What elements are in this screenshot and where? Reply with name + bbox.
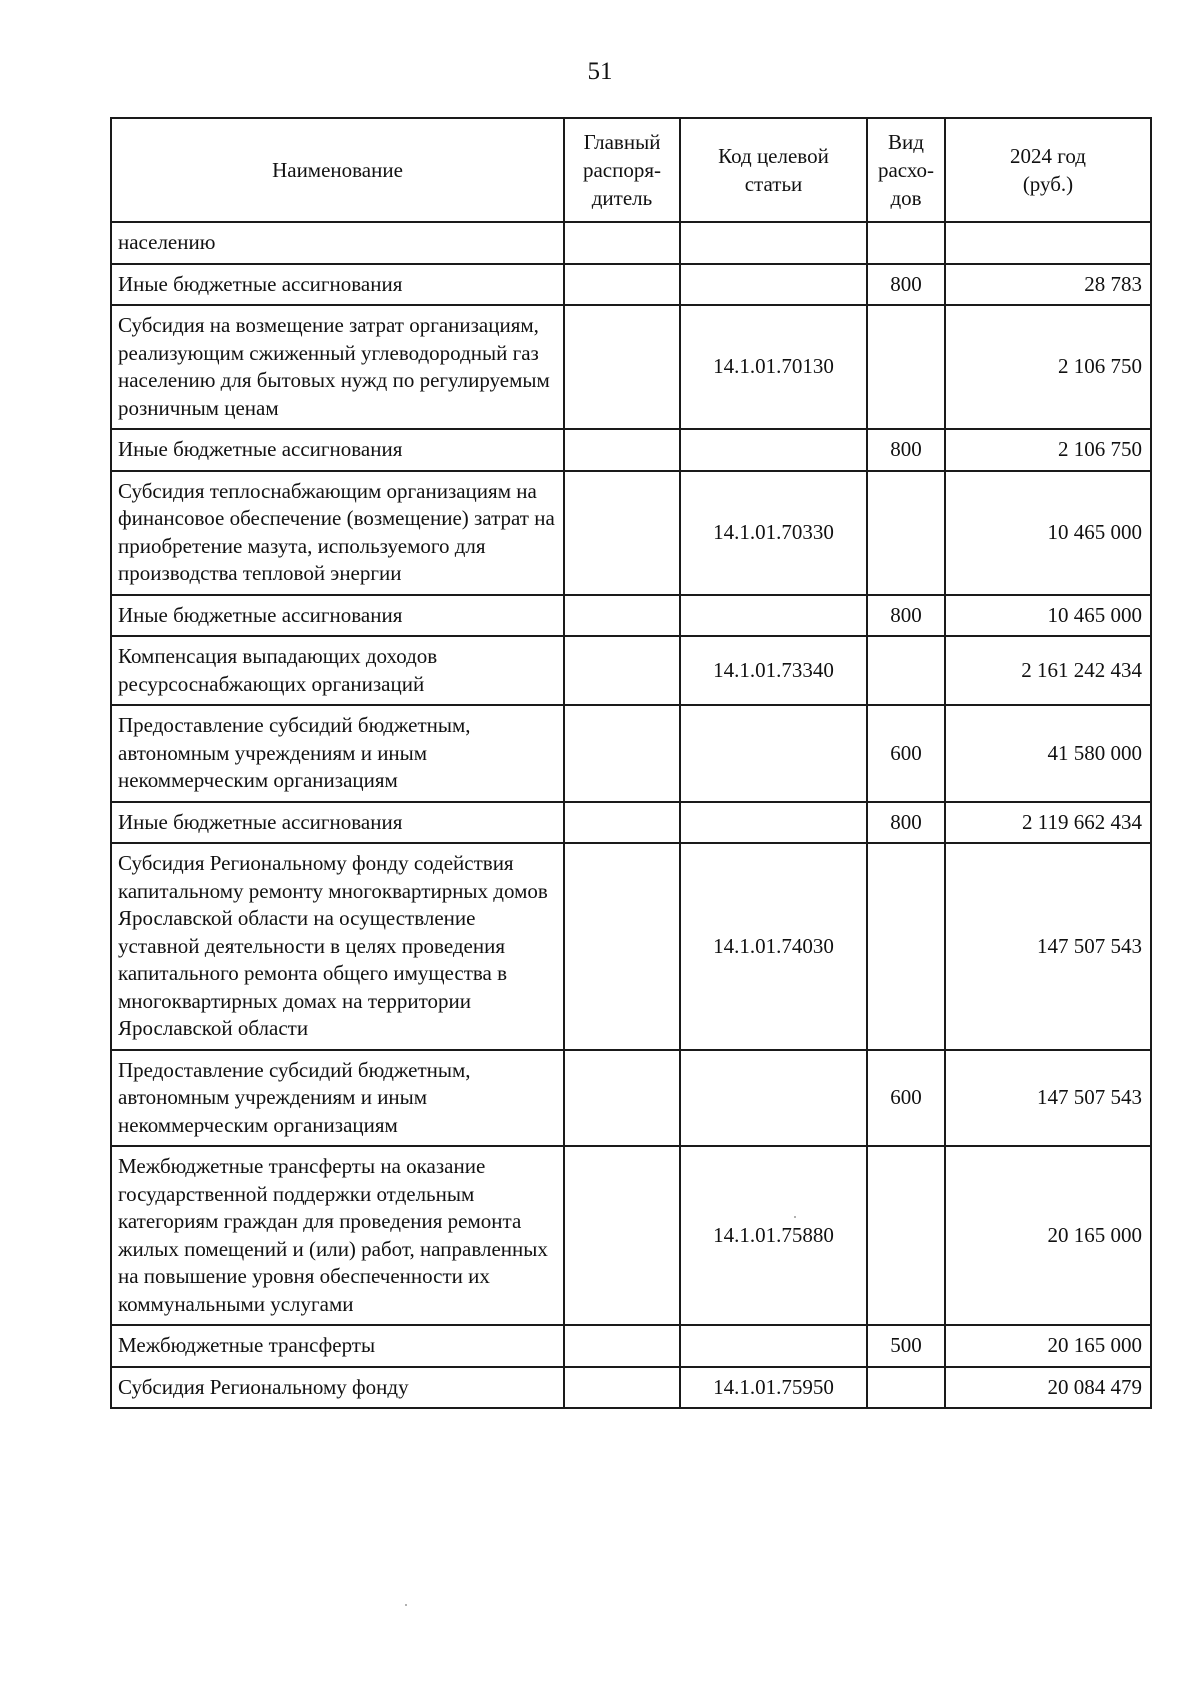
row-name-cell: населению	[111, 222, 564, 264]
row-amount-cell: 147 507 543	[945, 1050, 1151, 1147]
row-code-cell	[680, 1325, 867, 1367]
row-manager-cell	[564, 705, 680, 802]
table-row	[111, 305, 1151, 429]
table-row	[111, 636, 1151, 705]
row-code-cell: 14.1.01.70130	[680, 305, 867, 429]
row-kind-cell: 800	[867, 595, 945, 637]
row-amount-cell: 2 119 662 434	[945, 802, 1151, 844]
row-name-cell: Субсидия Региональному фонду	[111, 1367, 564, 1409]
row-manager-cell	[564, 1050, 680, 1147]
row-name-cell: Предоставление субсидий бюджетным, автономным учреждениям и иным некоммерческим организациям	[111, 1050, 564, 1147]
table-row	[111, 595, 1151, 637]
row-name-cell: Иные бюджетные ассигнования	[111, 429, 564, 471]
row-kind-cell: 600	[867, 705, 945, 802]
row-manager-cell	[564, 264, 680, 306]
row-code-cell: 14.1.01.74030	[680, 843, 867, 1050]
row-code-cell: 14.1.01.70330	[680, 471, 867, 595]
scan-speck	[794, 1216, 796, 1218]
row-kind-cell: 500	[867, 1325, 945, 1367]
row-code-cell	[680, 429, 867, 471]
row-manager-cell	[564, 843, 680, 1050]
table-header-row	[111, 118, 1151, 222]
table-row	[111, 429, 1151, 471]
row-kind-cell	[867, 1146, 945, 1325]
row-manager-cell	[564, 222, 680, 264]
row-kind-cell: 800	[867, 429, 945, 471]
row-amount-cell: 10 465 000	[945, 595, 1151, 637]
row-amount-cell: 147 507 543	[945, 843, 1151, 1050]
row-manager-cell	[564, 802, 680, 844]
scan-speck	[405, 1604, 407, 1606]
table-row	[111, 1050, 1151, 1147]
row-manager-cell	[564, 1146, 680, 1325]
row-amount-cell: 20 084 479	[945, 1367, 1151, 1409]
row-name-cell: Межбюджетные трансферты на оказание государственной поддержки отдельным категориям граждан для проведения ремонта жилых помещений и (или) работ, направленных на повышение уровня обеспеченности их коммунальными услугами	[111, 1146, 564, 1325]
row-name-cell: Предоставление субсидий бюджетным, автономным учреждениям и иным некоммерческим организациям	[111, 705, 564, 802]
table-row	[111, 705, 1151, 802]
row-kind-cell: 800	[867, 264, 945, 306]
row-kind-cell	[867, 222, 945, 264]
row-amount-cell: 10 465 000	[945, 471, 1151, 595]
row-amount-cell: 2 106 750	[945, 305, 1151, 429]
table-body	[111, 222, 1151, 1408]
table-row	[111, 1325, 1151, 1367]
row-code-cell: 14.1.01.73340	[680, 636, 867, 705]
row-amount-cell: 2 161 242 434	[945, 636, 1151, 705]
header-expense-type: Вид расхо- дов	[867, 118, 945, 222]
row-manager-cell	[564, 305, 680, 429]
row-manager-cell	[564, 636, 680, 705]
row-name-cell: Компенсация выпадающих доходов ресурсоснабжающих организаций	[111, 636, 564, 705]
row-manager-cell	[564, 1325, 680, 1367]
row-kind-cell: 600	[867, 1050, 945, 1147]
row-manager-cell	[564, 595, 680, 637]
row-kind-cell	[867, 1367, 945, 1409]
row-manager-cell	[564, 429, 680, 471]
row-kind-cell	[867, 636, 945, 705]
row-amount-cell: 41 580 000	[945, 705, 1151, 802]
row-manager-cell	[564, 1367, 680, 1409]
header-target-code: Код целевой статьи	[680, 118, 867, 222]
row-amount-cell: 2 106 750	[945, 429, 1151, 471]
row-manager-cell	[564, 471, 680, 595]
table-row	[111, 1367, 1151, 1409]
row-amount-cell: 28 783	[945, 264, 1151, 306]
table-row	[111, 264, 1151, 306]
budget-table	[110, 117, 1152, 1409]
row-code-cell	[680, 705, 867, 802]
row-name-cell: Иные бюджетные ассигнования	[111, 264, 564, 306]
row-amount-cell: 20 165 000	[945, 1325, 1151, 1367]
row-amount-cell	[945, 222, 1151, 264]
row-amount-cell: 20 165 000	[945, 1146, 1151, 1325]
header-amount: 2024 год (руб.)	[945, 118, 1151, 222]
row-code-cell	[680, 264, 867, 306]
row-kind-cell	[867, 843, 945, 1050]
row-code-cell: 14.1.01.75880	[680, 1146, 867, 1325]
table-row	[111, 222, 1151, 264]
row-name-cell: Субсидия теплоснабжающим организациям на финансовое обеспечение (возмещение) затрат на приобретение мазута, используемого для производства тепловой энергии	[111, 471, 564, 595]
row-code-cell	[680, 802, 867, 844]
table-row	[111, 471, 1151, 595]
row-name-cell: Иные бюджетные ассигнования	[111, 595, 564, 637]
row-code-cell	[680, 1050, 867, 1147]
row-code-cell	[680, 595, 867, 637]
row-kind-cell: 800	[867, 802, 945, 844]
row-kind-cell	[867, 471, 945, 595]
row-code-cell	[680, 222, 867, 264]
row-name-cell: Межбюджетные трансферты	[111, 1325, 564, 1367]
row-name-cell: Субсидия Региональному фонду содействия капитальному ремонту многоквартирных домов Ярославской области на осуществление уставной деятельности в целях проведения капитального ремонта общего имущества в многоквартирных домах на территории Ярославской области	[111, 843, 564, 1050]
row-name-cell: Иные бюджетные ассигнования	[111, 802, 564, 844]
header-main-manager: Главный распоря- дитель	[564, 118, 680, 222]
row-code-cell: 14.1.01.75950	[680, 1367, 867, 1409]
row-kind-cell	[867, 305, 945, 429]
row-name-cell: Субсидия на возмещение затрат организациям, реализующим сжиженный углеводородный газ населению для бытовых нужд по регулируемым розничным ценам	[111, 305, 564, 429]
table-row	[111, 843, 1151, 1050]
page-number: 51	[587, 58, 613, 85]
table-row	[111, 1146, 1151, 1325]
header-name: Наименование	[111, 118, 564, 222]
table-row	[111, 802, 1151, 844]
